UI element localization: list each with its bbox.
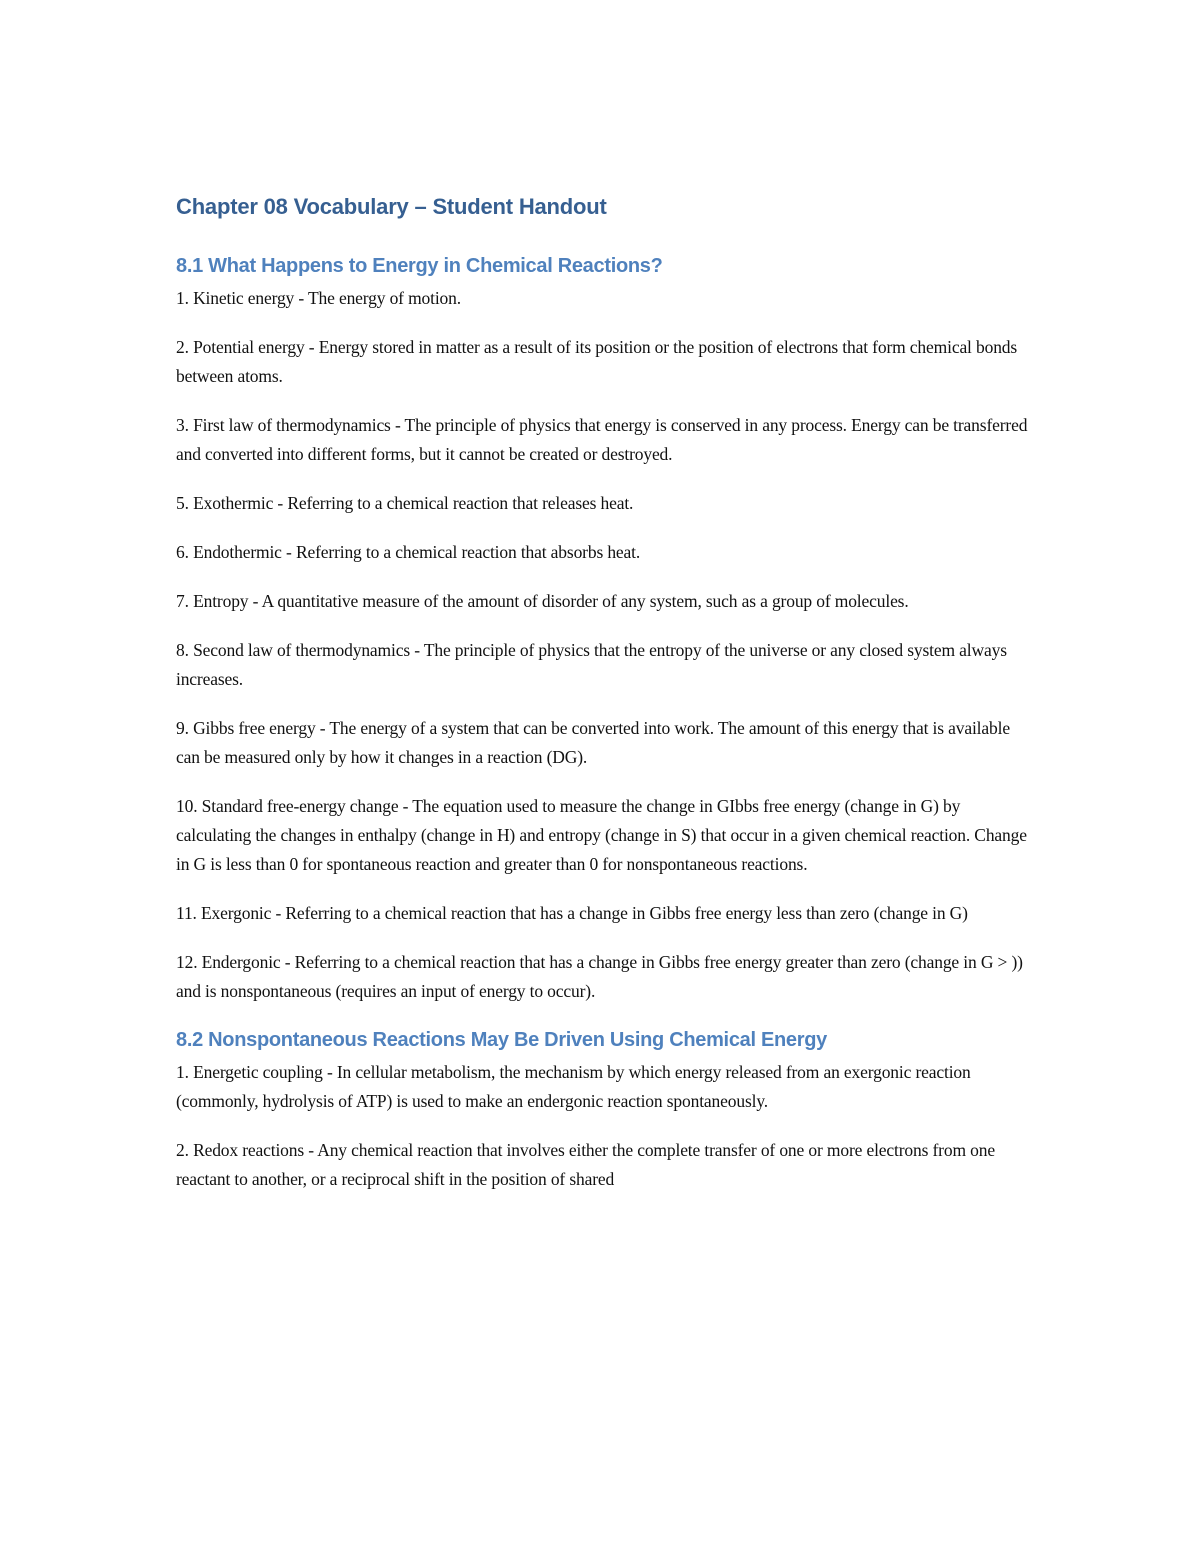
document-title: Chapter 08 Vocabulary – Student Handout — [176, 194, 607, 219]
section-heading: 8.1 What Happens to Energy in Chemical Reactions? — [176, 255, 663, 277]
entry-term: Entropy — [193, 591, 249, 611]
entry-term: Kinetic energy — [193, 288, 295, 308]
entry-term: Exergonic — [201, 903, 272, 923]
entry-separator: - — [271, 903, 286, 923]
section-8-2 — [176, 1026, 1036, 1194]
entry-separator: - — [390, 415, 405, 435]
entry-term: Second law of thermodynamics — [193, 640, 410, 660]
entry-number: 3. — [176, 415, 189, 435]
entry-number: 6. — [176, 542, 189, 562]
entry-definition: The principle of physics that energy is conserved in any process. Energy can be transferred and converted into different forms, but it cannot be created or destroyed. — [176, 415, 1028, 464]
entry-definition: In cellular metabolism, the mechanism by which energy released from an exergonic reaction (commonly, hydrolysis of ATP) is used to make an endergonic reaction spontaneously. — [176, 1062, 971, 1111]
entry-separator: - — [410, 640, 424, 660]
entry-number: 7. — [176, 591, 189, 611]
entry-term: Endergonic — [201, 952, 281, 972]
entry-separator: - — [315, 718, 330, 738]
vocab-entry-exothermic — [176, 489, 1036, 518]
entry-number: 1. — [176, 1062, 189, 1082]
vocab-entry-kinetic-energy — [176, 284, 1036, 313]
document-page — [176, 192, 1036, 1214]
entry-number: 5. — [176, 493, 189, 513]
entry-number: 2. — [176, 1140, 189, 1160]
entry-definition: The energy of a system that can be converted into work. The amount of this energy that is available can be measured only by how it changes in a reaction (DG). — [176, 718, 1010, 767]
entry-separator: - — [304, 1140, 318, 1160]
entry-number: 1. — [176, 288, 189, 308]
entry-number: 10. — [176, 796, 198, 816]
vocab-entry-endergonic — [176, 948, 1036, 1006]
section-heading: 8.2 Nonspontaneous Reactions May Be Driven Using Chemical Energy — [176, 1029, 827, 1051]
entry-definition: A quantitative measure of the amount of disorder of any system, such as a group of molecules. — [261, 591, 909, 611]
entry-separator: - — [294, 288, 308, 308]
entry-term: Energetic coupling — [193, 1062, 323, 1082]
entry-term: Endothermic — [193, 542, 282, 562]
entry-separator: - — [398, 796, 413, 816]
entry-term: Standard free-energy change — [201, 796, 399, 816]
vocab-entry-entropy — [176, 587, 1036, 616]
entry-term: First law of thermodynamics — [193, 415, 391, 435]
entry-definition: Energy stored in matter as a result of its position or the position of electrons that form chemical bonds between atoms. — [176, 337, 1018, 386]
vocab-entry-potential-energy — [176, 333, 1036, 391]
entry-separator: - — [280, 952, 295, 972]
entry-number: 9. — [176, 718, 189, 738]
vocab-entry-endothermic — [176, 538, 1036, 567]
entry-number: 2. — [176, 337, 189, 357]
entry-definition: Referring to a chemical reaction that absorbs heat. — [295, 542, 641, 562]
entry-definition: Any chemical reaction that involves either the complete transfer of one or more electrons from one reactant to another, or a reciprocal shift in the position of shared — [176, 1140, 995, 1189]
entry-definition: Referring to a chemical reaction that releases heat. — [287, 493, 634, 513]
entry-term: Exothermic — [193, 493, 274, 513]
vocab-entry-exergonic — [176, 899, 1036, 928]
entry-number: 12. — [176, 952, 198, 972]
entry-separator: - — [281, 542, 296, 562]
entry-number: 11. — [176, 903, 197, 923]
vocab-entry-gibbs-free-energy — [176, 714, 1036, 772]
vocab-entry-energetic-coupling — [176, 1058, 1036, 1116]
section-8-1 — [176, 252, 1036, 1006]
vocab-entry-standard-free-energy-change — [176, 792, 1036, 879]
entry-definition: The equation used to measure the change in GIbbs free energy (change in G) by calculating the changes in enthalpy (change in H) and entropy (change in S) that occur in a given chemical reaction. Change in G is less than 0 for spontaneous reaction and greater than 0 for nonspontaneous reactions. — [176, 796, 1027, 874]
entry-definition: The energy of motion. — [307, 288, 461, 308]
entry-separator: - — [304, 337, 319, 357]
entry-number: 8. — [176, 640, 189, 660]
entry-separator: - — [322, 1062, 337, 1082]
entry-definition: The principle of physics that the entropy of the universe or any closed system always increases. — [176, 640, 1007, 689]
entry-term: Potential energy — [193, 337, 305, 357]
entry-definition: Referring to a chemical reaction that has a change in Gibbs free energy greater than zero (change in G > )) and is nonspontaneous (requires an input of energy to occur). — [176, 952, 1023, 1001]
entry-term: Gibbs free energy — [193, 718, 316, 738]
vocab-entry-first-law-thermodynamics — [176, 411, 1036, 469]
entry-separator: - — [248, 591, 262, 611]
vocab-entry-redox-reactions — [176, 1136, 1036, 1194]
entry-separator: - — [273, 493, 288, 513]
vocab-entry-second-law-thermodynamics — [176, 636, 1036, 694]
entry-definition: Referring to a chemical reaction that has a change in Gibbs free energy less than zero (change in G) — [285, 903, 968, 923]
entry-term: Redox reactions — [193, 1140, 305, 1160]
